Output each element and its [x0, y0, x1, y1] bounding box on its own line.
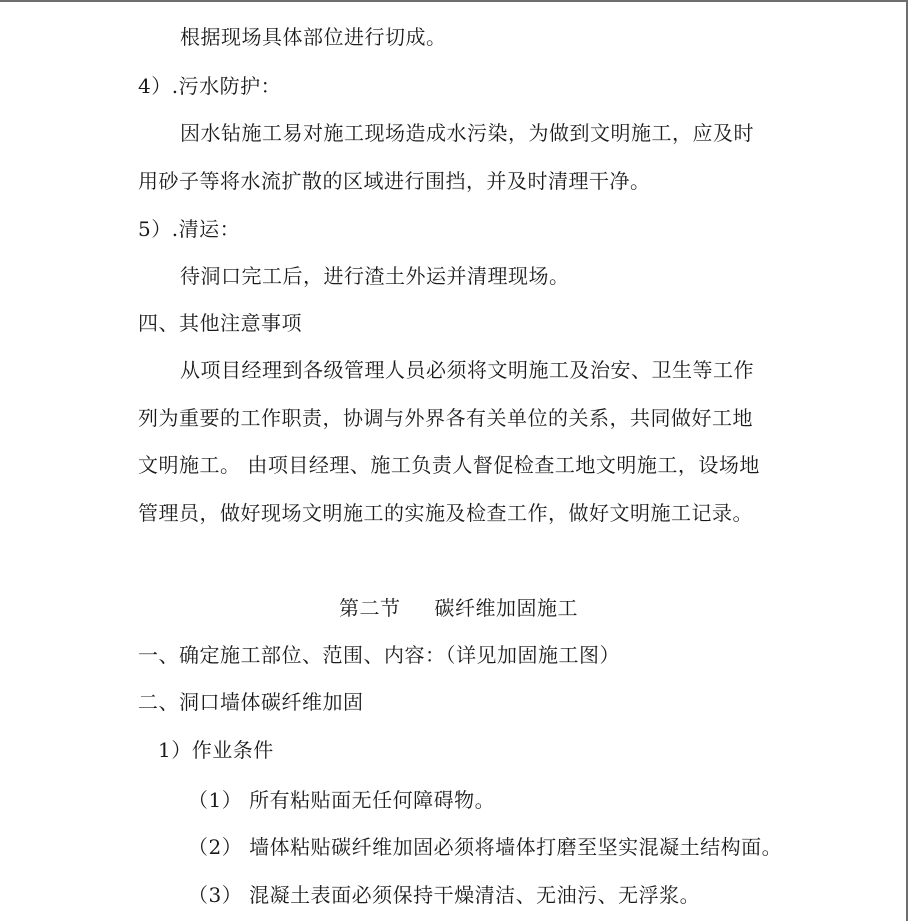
- section-name: 碳纤维加固施工: [434, 596, 578, 620]
- heading-scope: 一、确定施工部位、范围、内容：（详见加固施工图）: [138, 643, 620, 667]
- paragraph-line: 待洞口完工后，进行渣土外运并清理现场。: [180, 264, 570, 288]
- subheading-work-conditions: 1）作业条件: [158, 738, 274, 762]
- paragraph-line: 因水钻施工易对施工现场造成水污染，为做到文明施工，应及时: [180, 121, 754, 145]
- list-item: （3） 混凝土表面必须保持干燥清洁、无油污、无浮浆。: [188, 883, 701, 907]
- paragraph-line: 用砂子等将水流扩散的区域进行围挡，并及时清理干净。: [138, 169, 651, 193]
- subheading-sewage-protection: 4）.污水防护：: [138, 74, 282, 98]
- paragraph-line: 从项目经理到各级管理人员必须将文明施工及治安、卫生等工作: [180, 358, 754, 382]
- list-item: （1） 所有粘贴面无任何障碍物。: [188, 788, 496, 812]
- paragraph-line: 列为重要的工作职责，协调与外界各有关单位的关系，共同做好工地: [138, 406, 753, 430]
- section-title: [339, 596, 578, 620]
- list-item: （2） 墙体粘贴碳纤维加固必须将墙体打磨至坚实混凝土结构面。: [188, 835, 783, 859]
- heading-carbon-fiber-reinforcement: 二、洞口墙体碳纤维加固: [138, 690, 364, 714]
- paragraph-line: 管理员，做好现场文明施工的实施及检查工作，做好文明施工记录。: [138, 501, 753, 525]
- subheading-cleanup: 5）.清运：: [138, 217, 241, 241]
- heading-other-notes: 四、其他注意事项: [138, 311, 302, 335]
- paragraph-line: 文明施工。 由项目经理、施工负责人督促检查工地文明施工，设场地: [138, 453, 760, 477]
- section-number: 第二节: [339, 596, 401, 620]
- paragraph-line: 根据现场具体部位进行切成。: [180, 25, 447, 49]
